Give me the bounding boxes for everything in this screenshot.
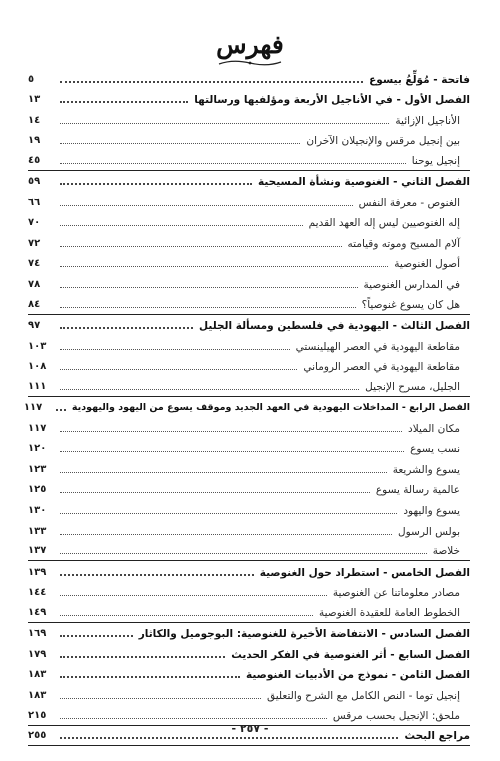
toc-chapter-row <box>28 315 470 336</box>
dot-leader <box>60 698 261 699</box>
toc-entry-title: هل كان يسوع غنوصياً؟ <box>361 298 460 311</box>
toc-page-number: ١١٧ <box>28 422 47 434</box>
toc-chapter-row <box>28 623 470 644</box>
dot-leader <box>60 81 363 83</box>
dot-leader <box>60 101 188 103</box>
toc-section-row <box>28 499 470 520</box>
toc-entry-title: الفصل الرابع - المداخلات اليهودية في العهد الجديد وموقف يسوع من اليهود واليهودية <box>71 402 470 414</box>
dot-leader <box>60 143 300 144</box>
dot-leader <box>60 349 290 350</box>
dot-leader <box>56 409 66 411</box>
toc-entry-title: الفصل الثامن - نموذج من الأدبيات الغنوصية <box>246 669 470 682</box>
toc-page-number: ٧٢ <box>28 237 41 249</box>
toc-section-row <box>28 232 470 253</box>
dot-leader <box>60 205 353 206</box>
toc-page-number: ١٩ <box>28 135 41 147</box>
toc-entry-title: فاتحة - مُوَلِّعُ بيسوع <box>369 73 470 86</box>
dot-leader <box>60 656 225 658</box>
toc-chapter-row <box>28 68 470 89</box>
page-number: - ٢٥٧ - <box>231 722 269 735</box>
toc-page-number: ٥ <box>28 73 35 85</box>
toc-section-row <box>28 541 470 562</box>
toc-entry-title: يسوع والشريعة <box>392 463 460 476</box>
dot-leader <box>60 574 254 576</box>
dot-leader <box>60 389 359 390</box>
toc-section-row <box>28 458 470 479</box>
toc-page-number: ٧٤ <box>28 258 41 270</box>
dot-leader <box>60 307 356 308</box>
toc-page-number: ١٤ <box>28 114 41 126</box>
toc-entry-title: يسوع واليهود <box>403 505 460 518</box>
toc-section-row <box>28 273 470 294</box>
dot-leader <box>60 737 398 739</box>
toc-page-number: ١٧٩ <box>28 648 47 660</box>
toc-entry-title: خلاصة <box>432 545 460 558</box>
toc-section-row <box>28 109 470 130</box>
toc-section-row <box>28 520 470 541</box>
toc-page-number: ١٠٨ <box>28 361 47 373</box>
toc-chapter-row <box>28 664 470 685</box>
toc-page-number: ١٦٩ <box>28 628 47 640</box>
toc-entry-title: في المدارس الغنوصية <box>363 279 460 292</box>
dot-leader <box>60 369 297 370</box>
dot-leader <box>60 676 240 678</box>
toc-page-number: ١٤٩ <box>28 606 47 618</box>
dot-leader <box>60 615 313 616</box>
toc-page-number: ٢٥٥ <box>28 730 47 742</box>
toc-entry-title: الخطوط العامة للعقيدة الغنوصية <box>318 606 460 619</box>
toc-page-number: ٧٨ <box>28 279 41 291</box>
toc-page-number: ٧٠ <box>28 217 41 229</box>
dot-leader <box>60 123 389 124</box>
toc-page-number: ٢١٥ <box>28 709 47 721</box>
toc-page-number: ٦٦ <box>28 196 41 208</box>
toc-section-row <box>28 376 470 397</box>
toc-section-row <box>28 479 470 500</box>
toc-entry-title: الجليل، مسرح الإنجيل <box>365 380 460 393</box>
toc-section-row <box>28 253 470 274</box>
toc-entry-title: الفصل السادس - الانتفاضة الأخيرة للغنوصية: البوجوميل والكاثار <box>138 628 470 641</box>
dot-leader <box>60 595 327 596</box>
toc-entry-title: الفصل الثاني - الغنوصية ونشأة المسيحية <box>258 176 470 189</box>
toc-entry-title: أصول الغنوصية <box>394 258 460 271</box>
toc-entry-title: الأناجيل الإزائية <box>395 114 460 127</box>
toc-entry-title: مكان الميلاد <box>408 422 460 435</box>
toc-page-number: ١٣ <box>28 94 41 106</box>
dot-leader <box>60 327 193 329</box>
toc-page-number: ١٣٣ <box>28 525 47 537</box>
toc-chapter-row <box>28 89 470 110</box>
toc-page-number: ١٠٣ <box>28 340 47 352</box>
toc-entry-title: ملحق: الإنجيل بحسب مرقس <box>332 709 460 722</box>
toc-page-number: ١٢٠ <box>28 443 47 455</box>
toc-entry-title: مصادر معلوماتنا عن الغنوصية <box>332 587 460 600</box>
toc-entry-title: الفصل الخامس - استطراد حول الغنوصية <box>259 566 470 579</box>
table-of-contents <box>23 68 470 746</box>
toc-section-row <box>28 417 470 438</box>
toc-section-row <box>28 602 470 623</box>
toc-section-row <box>28 438 470 459</box>
dot-leader <box>60 451 404 452</box>
toc-page-number: ١١١ <box>28 380 47 392</box>
toc-page-number: ١٨٣ <box>28 689 47 701</box>
dot-leader <box>60 246 342 247</box>
toc-entry-title: الفصل الأول - في الأناجيل الأربعة ومؤلفيها ورسالتها <box>194 94 470 107</box>
page-title: فهرس <box>216 30 284 59</box>
toc-page-number: ١١٧ <box>23 402 43 414</box>
toc-entry-title: بولس الرسول <box>397 525 460 538</box>
toc-entry-title: الفصل الثالث - اليهودية في فلسطين ومسألة الجليل <box>199 320 470 333</box>
toc-section-row <box>28 356 470 377</box>
toc-page-number: ١٣٩ <box>28 566 47 578</box>
dot-leader <box>60 287 358 288</box>
toc-section-row <box>28 684 470 705</box>
toc-page-number: ١٣٠ <box>28 505 47 517</box>
dot-leader <box>60 492 370 493</box>
toc-entry-title: مقاطعة اليهودية في العصر الهيلينستي <box>295 340 460 353</box>
title-flourish-ornament <box>215 58 285 68</box>
toc-entry-title: إنجيل توما - النص الكامل مع الشرح والتعليق <box>267 689 460 702</box>
toc-page-number: ١٢٣ <box>28 463 47 475</box>
toc-section-row <box>28 335 470 356</box>
toc-entry-title: نسب يسوع <box>410 443 460 456</box>
toc-page-number: ٩٧ <box>28 320 41 332</box>
toc-page-number: ١٤٤ <box>28 587 47 599</box>
dot-leader <box>60 266 388 267</box>
dot-leader <box>60 225 303 226</box>
toc-entry-title: الغنوص - معرفة النفس <box>358 196 460 209</box>
toc-section-row <box>28 191 470 212</box>
toc-section-row <box>28 130 470 151</box>
toc-page-number: ١٢٥ <box>28 484 47 496</box>
toc-section-row <box>28 582 470 603</box>
toc-chapter-row <box>23 397 470 418</box>
toc-chapter-row <box>28 561 470 582</box>
toc-entry-title: عالمية رسالة يسوع <box>375 484 460 497</box>
toc-section-row <box>28 150 470 171</box>
toc-entry-title: إنجيل يوحنا <box>411 154 460 167</box>
toc-entry-title: مراجع البحث <box>404 730 470 743</box>
toc-entry-title: بين إنجيل مرقس والإنجيلان الآخران <box>306 135 460 148</box>
dot-leader <box>60 513 397 514</box>
toc-page-number: ٨٤ <box>28 298 41 310</box>
dot-leader <box>60 183 252 185</box>
toc-entry-title: آلام المسيح وموته وقيامته <box>347 237 460 250</box>
toc-page-number: ٥٩ <box>28 176 41 188</box>
dot-leader <box>60 431 402 432</box>
dot-leader <box>60 163 406 164</box>
toc-chapter-row <box>28 171 470 192</box>
toc-chapter-row <box>28 643 470 664</box>
toc-page-number: ٤٥ <box>28 154 41 166</box>
toc-section-row <box>28 212 470 233</box>
toc-entry-title: الفصل السابع - أثر الغنوصية في الفكر الحديث <box>231 648 470 661</box>
toc-page-number: ١٣٧ <box>28 545 47 557</box>
dot-leader <box>60 553 427 554</box>
toc-entry-title: مقاطعة اليهودية في العصر الروماني <box>303 361 460 374</box>
dot-leader <box>60 635 133 637</box>
toc-page-number: ١٨٣ <box>28 669 47 681</box>
dot-leader <box>60 718 327 719</box>
toc-entry-title: إله الغنوصيين ليس إله العهد القديم <box>308 217 460 230</box>
toc-section-row <box>28 294 470 315</box>
dot-leader <box>60 534 392 535</box>
dot-leader <box>60 472 387 473</box>
